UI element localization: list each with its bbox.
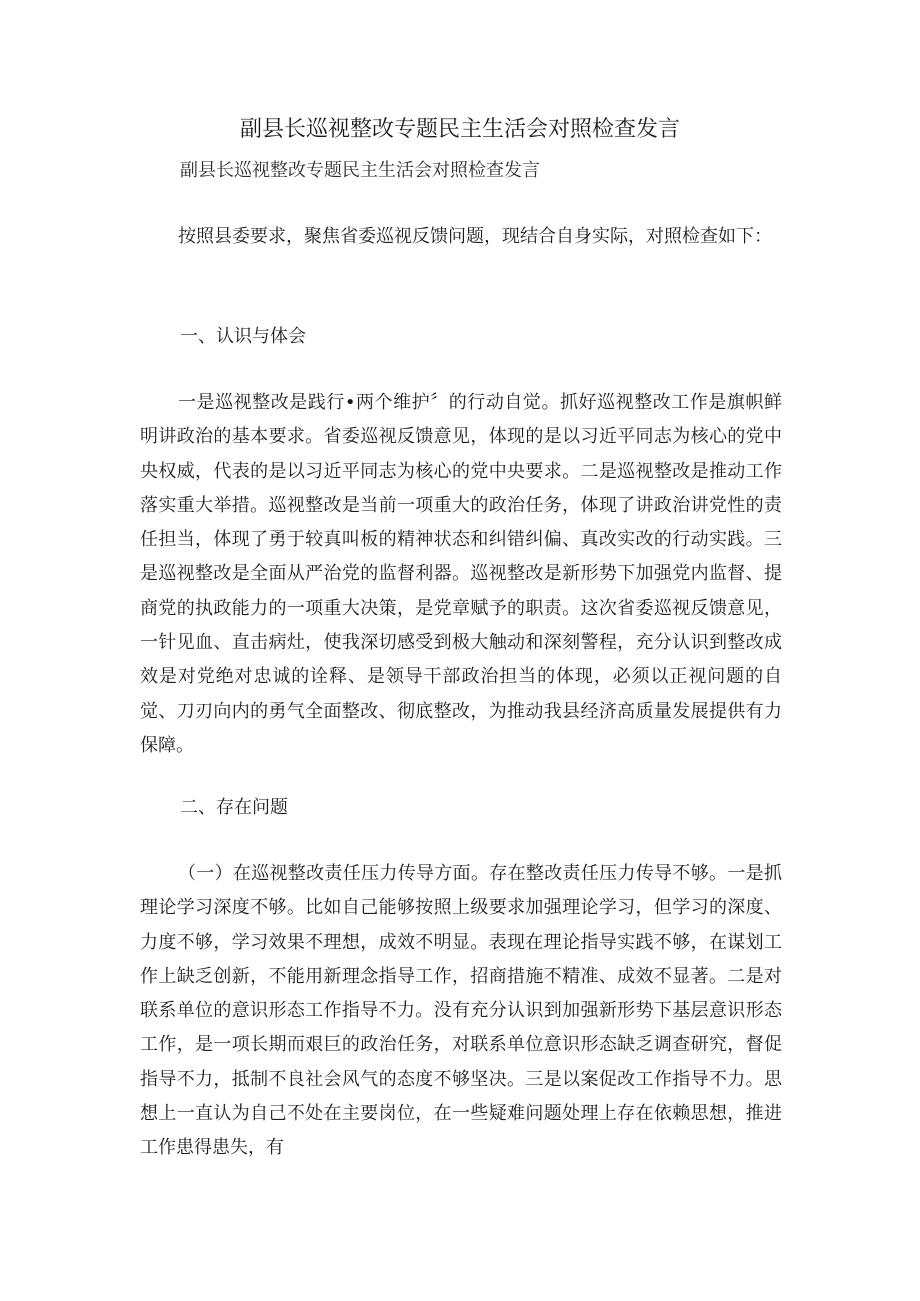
document-title: 副县长巡视整改专题民主生活会对照检查发言 xyxy=(239,117,680,142)
section-paragraph-problems: （一）在巡视整改责任压力传导方面。存在整改责任压力传导不够。一是抓理论学习深度不够。比如自己能够按照上级要求加强理论学习，但学习的深度、力度不够，学习效果不理想，成效不明显。表现在理论指导实践不够，在谋划工作上缺乏创新，不能用新理念指导工作，招商措施不精准、成效不显著。二是对联系单位的意识形态工作指导不力。没有充分认识到加强新形势下基层意识形态工作，是一项长期而艰巨的政治任务，对联系单位意识形态缺乏调查研究，督促指导不力，抵制不良社会风气的态度不够坚决。三是以案促改工作指导不力。思想上一直认为自己不处在主要岗位，在一些疑难问题处理上存在依赖思想，推进工作患得患失，有 xyxy=(140,863,782,1159)
section-heading-problems: 二、存在问题 xyxy=(180,797,288,818)
section-paragraph-understanding: 一是巡视整改是践行•两个维护〞的行动自觉。抓好巡视整改工作是旗帜鲜明讲政治的基本要求。省委巡视反馈意见，体现的是以习近平同志为核心的党中央权威，代表的是以习近平同志为核心的党中央要求。二是巡视整改是推动工作落实重大举措。巡视整改是当前一项重大的政治任务，体现了讲政治讲党性的责任担当，体现了勇于较真叫板的精神状态和纠错纠偏、真改实改的行动实践。三是巡视整改是全面从严治党的监督利器。巡视整改是新形势下加强党内监督、提商党的执政能力的一项重大决策，是党章赋予的职责。这次省委巡视反馈意见，一针见血、直击病灶，使我深切感受到极大触动和深刻警程，充分认识到整改成效是对党绝对忠诚的诠释、是领导干部政治担当的体现，必须以正视问题的自觉、刀刃向内的勇气全面整改、彻底整改，为推动我县经济高质量发展提供有力保障。 xyxy=(140,392,782,756)
section-heading-understanding: 一、认识与体会 xyxy=(180,326,306,347)
intro-paragraph: 按照县委要求，聚焦省委巡视反馈问题，现结合自身实际，对照检查如下： xyxy=(178,226,772,247)
document-subtitle: 副县长巡视整改专题民主生活会对照检查发言 xyxy=(180,160,540,181)
